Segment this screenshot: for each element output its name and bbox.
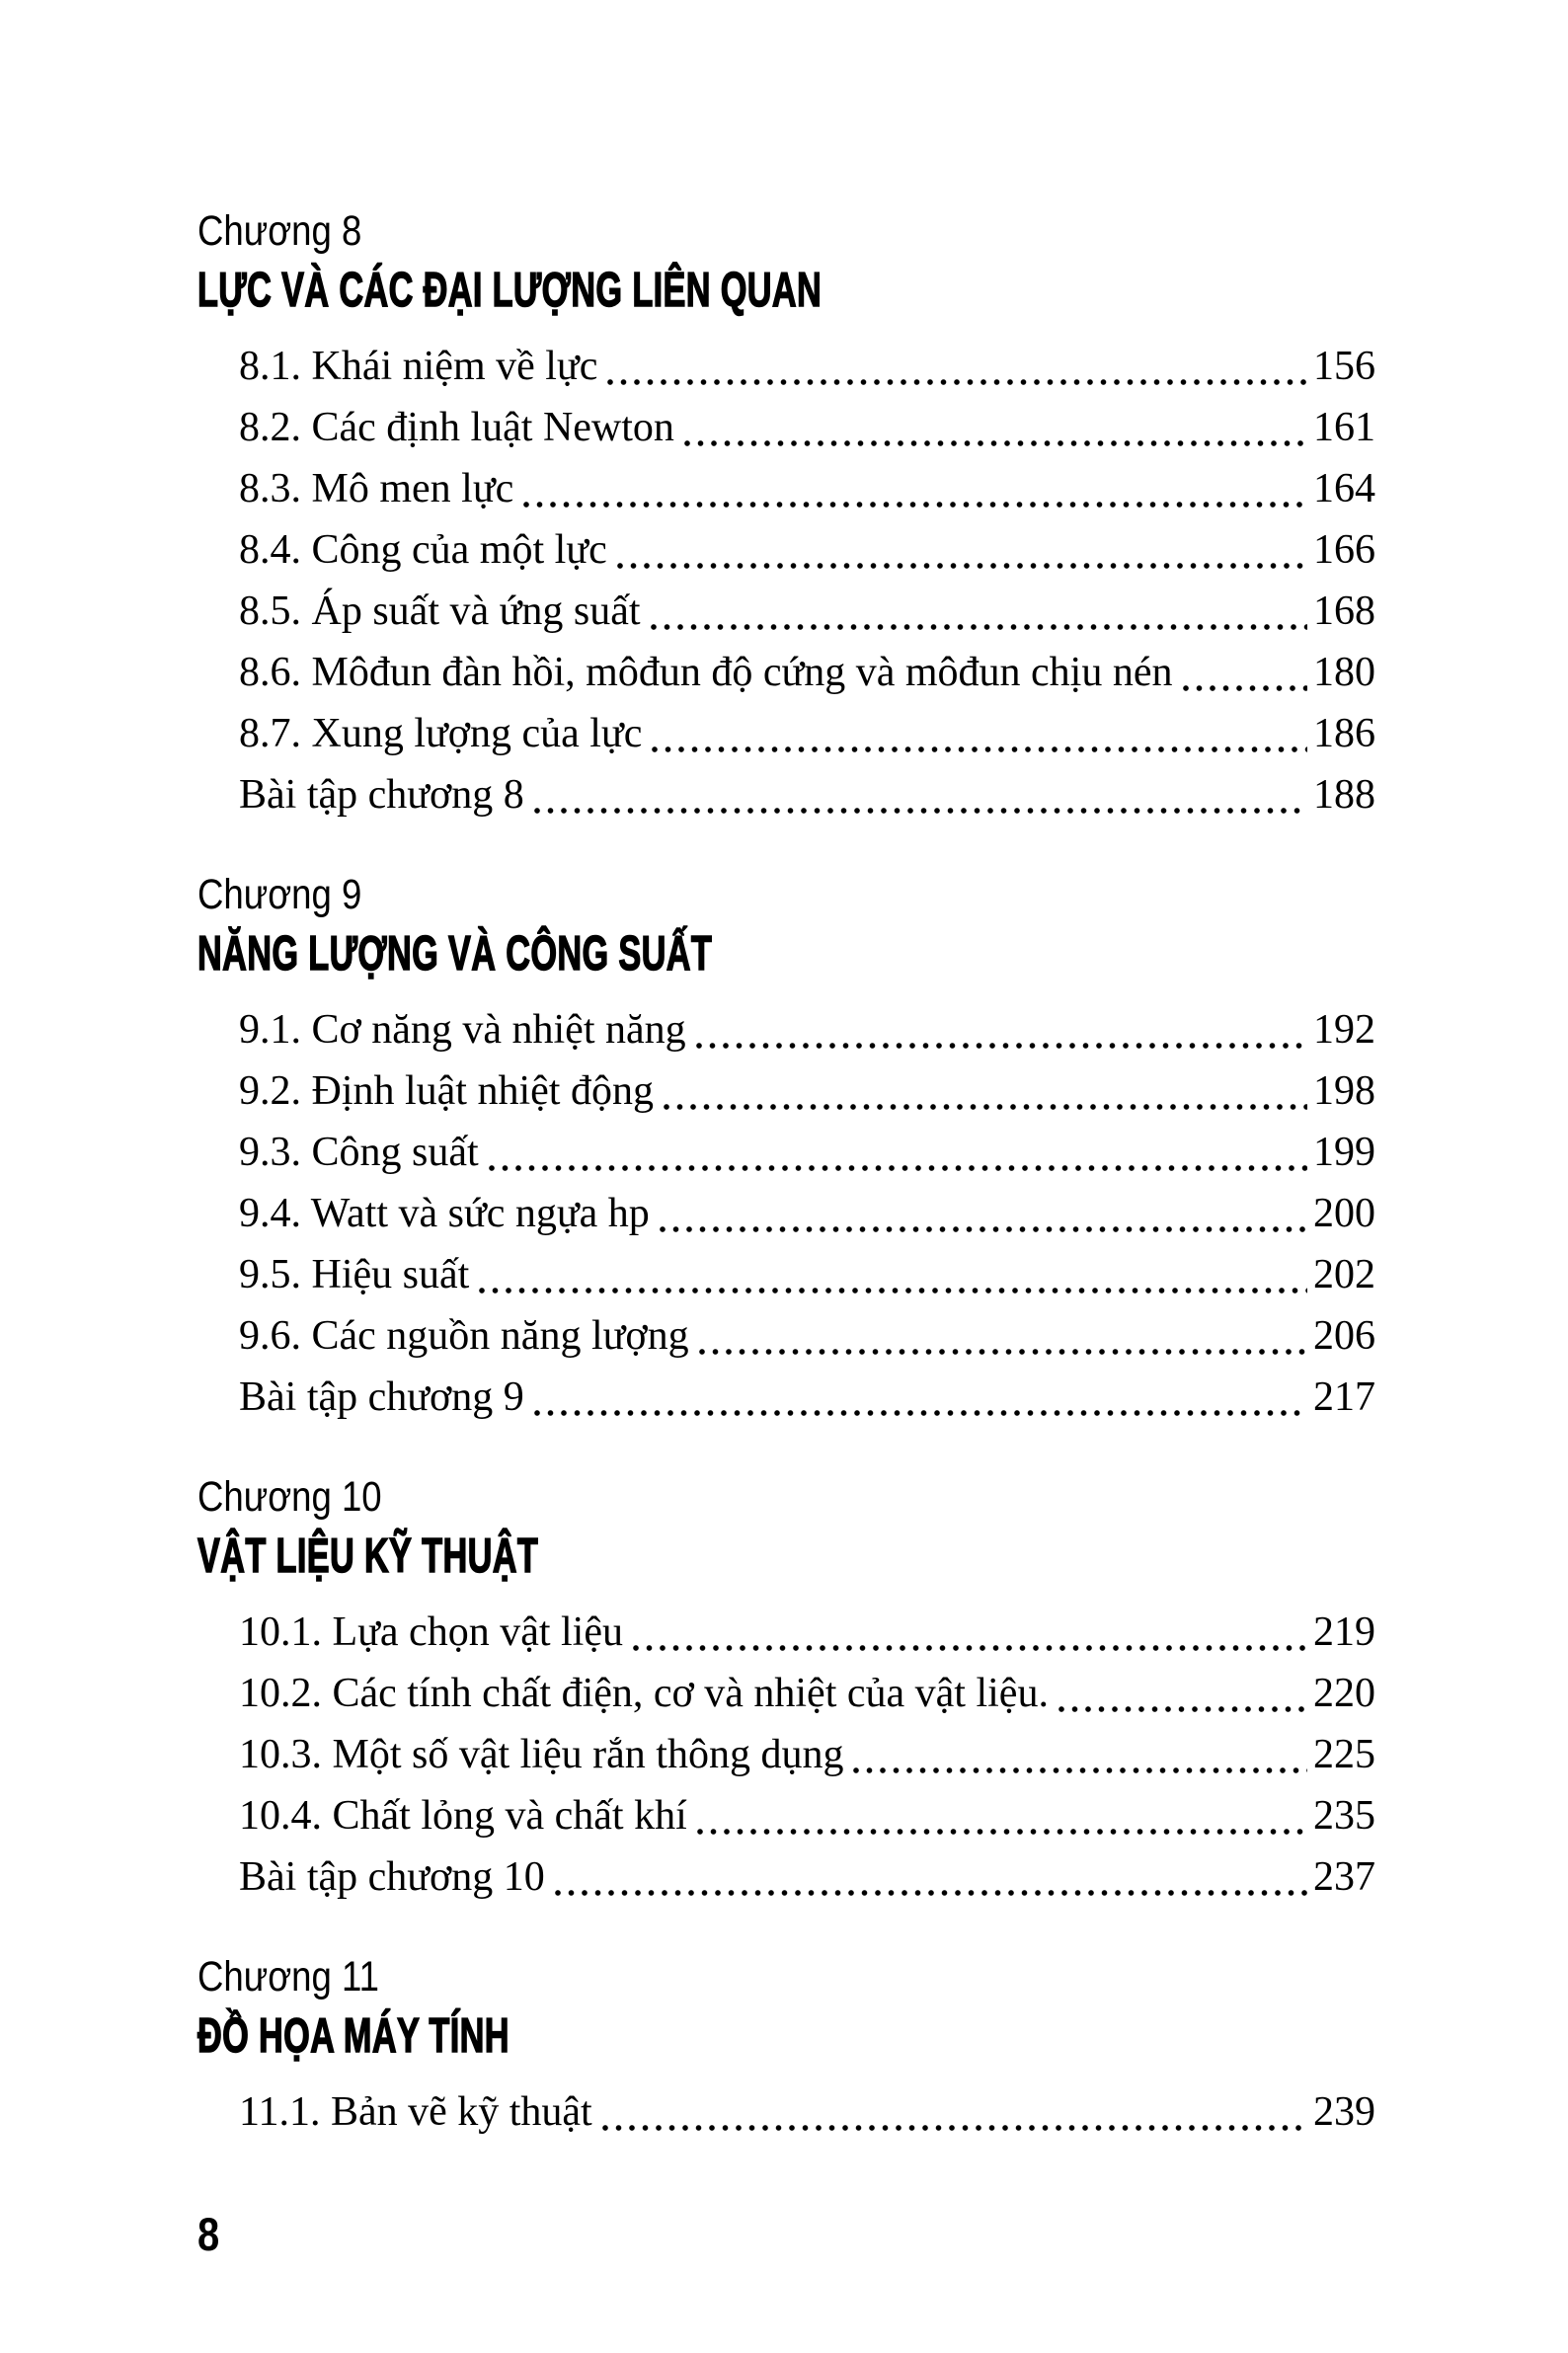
toc-entry-title: 8.7. Xung lượng của lực bbox=[239, 711, 643, 756]
toc-entry bbox=[239, 642, 1375, 703]
chapter-entries bbox=[239, 999, 1375, 1428]
toc-entry-page: 180 bbox=[1313, 650, 1375, 695]
dot-leader bbox=[662, 1102, 1307, 1112]
dot-leader bbox=[600, 2123, 1307, 2133]
toc-entry-title: 9.1. Cơ năng và nhiệt năng bbox=[239, 1007, 686, 1053]
chapter-title: LỰC VÀ CÁC ĐẠI LƯỢNG LIÊN QUAN bbox=[197, 264, 823, 317]
toc-chapter bbox=[197, 1471, 1375, 1908]
dot-leader bbox=[631, 1643, 1307, 1653]
dot-leader bbox=[851, 1765, 1307, 1775]
toc-entry bbox=[239, 1060, 1375, 1122]
dot-leader bbox=[553, 1888, 1307, 1898]
dot-leader bbox=[694, 1041, 1307, 1051]
toc-entry bbox=[239, 999, 1375, 1060]
toc-entry-page: 199 bbox=[1313, 1130, 1375, 1175]
toc-entry-page: 220 bbox=[1313, 1671, 1375, 1716]
toc-entry-page: 200 bbox=[1313, 1191, 1375, 1236]
page-number: 8 bbox=[197, 2208, 220, 2260]
toc-entry-title: 9.4. Watt và sức ngựa hp bbox=[239, 1191, 650, 1236]
chapter-entries bbox=[239, 336, 1375, 825]
toc-entry bbox=[239, 1602, 1375, 1663]
toc-chapter bbox=[197, 1951, 1375, 2143]
toc-entry bbox=[239, 1244, 1375, 1305]
toc-entry bbox=[239, 1785, 1375, 1846]
toc-entry bbox=[239, 519, 1375, 581]
chapter-title: VẬT LIỆU KỸ THUẬT bbox=[197, 1529, 539, 1583]
toc-entry-title: 8.2. Các định luật Newton bbox=[239, 405, 674, 450]
toc-entry-page: 237 bbox=[1313, 1854, 1375, 1900]
toc-entry-page: 225 bbox=[1313, 1732, 1375, 1777]
toc-entry-title: 10.3. Một số vật liệu rắn thông dụng bbox=[239, 1732, 844, 1777]
toc-entry bbox=[239, 1367, 1375, 1428]
dot-leader bbox=[615, 561, 1307, 571]
toc-entry bbox=[239, 336, 1375, 397]
toc-entry-title: 8.1. Khái niệm về lực bbox=[239, 344, 598, 389]
toc-entry-page: 198 bbox=[1313, 1068, 1375, 1114]
dot-leader bbox=[649, 622, 1307, 632]
chapter-label: Chương 8 bbox=[197, 207, 362, 255]
toc-entry bbox=[239, 2081, 1375, 2143]
dot-leader bbox=[487, 1163, 1307, 1173]
toc-entry bbox=[239, 1183, 1375, 1244]
chapter-label: Chương 9 bbox=[197, 871, 362, 918]
dot-leader bbox=[532, 1408, 1307, 1418]
toc-entry bbox=[239, 581, 1375, 642]
toc-entry bbox=[239, 1122, 1375, 1183]
toc-entry bbox=[239, 1724, 1375, 1785]
dot-leader bbox=[658, 1224, 1307, 1234]
toc-entry-page: 219 bbox=[1313, 1609, 1375, 1655]
toc-entry-title: Bài tập chương 9 bbox=[239, 1374, 524, 1420]
dot-leader bbox=[650, 745, 1307, 754]
dot-leader bbox=[605, 377, 1307, 387]
toc-entry-page: 164 bbox=[1313, 466, 1375, 511]
toc-entry-page: 239 bbox=[1313, 2089, 1375, 2135]
toc-entry bbox=[239, 458, 1375, 519]
chapter-title: NĂNG LƯỢNG VÀ CÔNG SUẤT bbox=[197, 927, 713, 980]
toc-entry-page: 235 bbox=[1313, 1793, 1375, 1839]
toc-entry-page: 166 bbox=[1313, 527, 1375, 573]
toc-entry bbox=[239, 397, 1375, 458]
toc-entry-page: 206 bbox=[1313, 1313, 1375, 1359]
toc-entry-page: 156 bbox=[1313, 344, 1375, 389]
toc-entry-title: 8.3. Mô men lực bbox=[239, 466, 514, 511]
toc-entry-title: 8.5. Áp suất và ứng suất bbox=[239, 588, 641, 634]
toc-entry-title: 8.4. Công của một lực bbox=[239, 527, 607, 573]
toc-entry-title: 9.6. Các nguồn năng lượng bbox=[239, 1313, 689, 1359]
dot-leader bbox=[1057, 1704, 1307, 1714]
toc-entry-page: 168 bbox=[1313, 588, 1375, 634]
toc-entry bbox=[239, 1305, 1375, 1367]
chapter-entries bbox=[239, 1602, 1375, 1908]
toc-entry-title: Bài tập chương 10 bbox=[239, 1854, 545, 1900]
toc-entry-title: 9.3. Công suất bbox=[239, 1130, 479, 1175]
dot-leader bbox=[695, 1827, 1307, 1837]
toc-entry bbox=[239, 1846, 1375, 1908]
toc-entry-page: 186 bbox=[1313, 711, 1375, 756]
toc-entry-title: 9.2. Định luật nhiệt động bbox=[239, 1068, 654, 1114]
toc-entry bbox=[239, 1663, 1375, 1724]
toc-entry-title: 8.6. Môđun đàn hồi, môđun độ cứng và môđun chịu nén bbox=[239, 650, 1173, 695]
toc-entry-page: 188 bbox=[1313, 772, 1375, 818]
toc-entry-title: Bài tập chương 8 bbox=[239, 772, 524, 818]
dot-leader bbox=[477, 1286, 1307, 1295]
toc-entry-title: 10.1. Lựa chọn vật liệu bbox=[239, 1609, 623, 1655]
dot-leader bbox=[1181, 683, 1308, 693]
toc-entry-title: 11.1. Bản vẽ kỹ thuật bbox=[239, 2089, 592, 2135]
toc-content bbox=[197, 205, 1375, 2186]
dot-leader bbox=[532, 806, 1307, 816]
chapter-label: Chương 11 bbox=[197, 1953, 379, 2000]
chapter-label: Chương 10 bbox=[197, 1473, 382, 1521]
toc-entry bbox=[239, 764, 1375, 825]
dot-leader bbox=[697, 1347, 1307, 1357]
dot-leader bbox=[521, 500, 1307, 510]
chapter-title: ĐỒ HỌA MÁY TÍNH bbox=[197, 2009, 510, 2063]
toc-entry-page: 217 bbox=[1313, 1374, 1375, 1420]
dot-leader bbox=[682, 438, 1307, 448]
toc-entry-page: 161 bbox=[1313, 405, 1375, 450]
toc-entry-page: 202 bbox=[1313, 1252, 1375, 1297]
toc-entry-page: 192 bbox=[1313, 1007, 1375, 1053]
chapter-entries bbox=[239, 2081, 1375, 2143]
toc-entry-title: 10.4. Chất lỏng và chất khí bbox=[239, 1793, 687, 1839]
toc-entry-title: 10.2. Các tính chất điện, cơ và nhiệt của vật liệu. bbox=[239, 1671, 1049, 1716]
toc-entry bbox=[239, 703, 1375, 764]
toc-chapter bbox=[197, 205, 1375, 825]
toc-chapter bbox=[197, 869, 1375, 1428]
toc-entry-title: 9.5. Hiệu suất bbox=[239, 1252, 470, 1297]
